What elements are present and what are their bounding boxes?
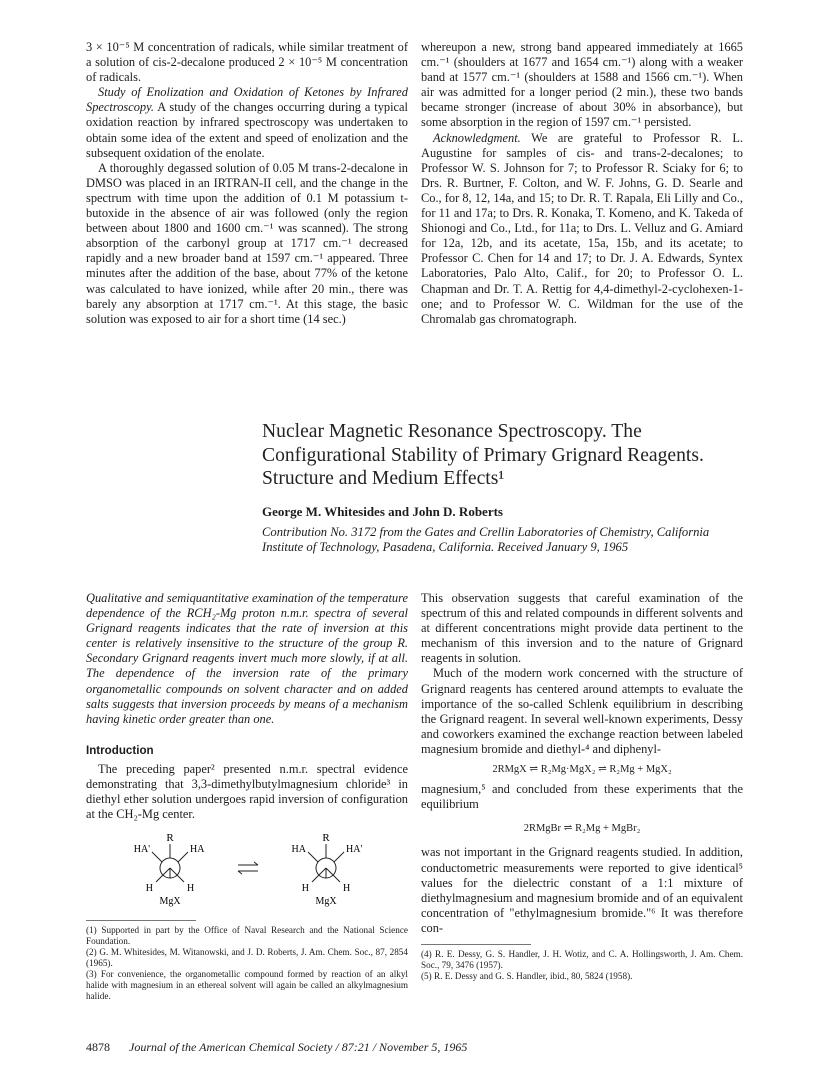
acknowledgment-text: We are grateful to Professor R. L. Augustine for samples of cis- and trans-2-decalones; to Professor W. S. Johnson for 7; to Professor R. Sciaky for 6; to Drs. R. Burtner, F. Colton, and W. F. Johns, G. D. Searle and Co., for 8, 12, 14a, and 15; to Dr. R. T. Rapala, Eli Lilly and Co., for 11 and 17a; to Drs. R. Konaka, T. Komeno, and K. Takeda of Shionogi and Co., Ltd., for 11a; to Drs. L. Velluz and G. Amiard for 12a, 12b, and its acetate, 15a, 15b, and its acetate; to Professor C. Chen for 14 and 17; to Dr. J. A. Edwards, Syntex Laboratories, Palo Alto, Calif., for 20; to Professor O. L. Chapman and Dr. T. A. Rettig for 4,4-dimethyl-2-cyclohexen-1-one; and to Professor W. C. Wildman for the use of the Chromalab gas chromatograph. [421, 130, 743, 326]
top-left-column [86, 40, 408, 327]
paragraph: 3 × 10⁻⁵ M concentration of radicals, while similar treatment of a solution of cis-2-decalone produced 2 × 10⁻⁵ M concentration of radicals. [86, 40, 408, 85]
newman-projections [86, 828, 408, 914]
section-heading: Introduction [86, 743, 154, 757]
page-number: 4878 [86, 1040, 110, 1054]
newman1-bottom-right: H [187, 883, 195, 895]
newman-projection-1 [134, 832, 205, 907]
newman2-left: HA [291, 844, 306, 856]
article-title: Nuclear Magnetic Resonance Spectroscopy. The Configurational Stability of Primary Grignard Reagents. Structure and Medium Effects¹ [262, 421, 704, 489]
article-authors: George M. Whitesides and John D. Roberts [262, 503, 503, 519]
footnote-divider [86, 920, 196, 921]
newman-projection-2 [292, 832, 363, 907]
newman1-bottom: MgX [159, 896, 181, 908]
received-date: Received January 9, 1965 [497, 540, 629, 554]
paragraph: whereupon a new, strong band appeared immediately at 1665 cm.⁻¹ (shoulders at 1677 and 1654 cm.⁻¹) along with a weaker band at 1577 cm.⁻¹ (shoulders at 1588 and 1566 cm.⁻¹). When air was admitted for a longer period (2 min.), these two bands became stronger (increase of about 30% in absorbance), but some absorption in the region of 1597 cm.⁻¹ persisted. [421, 40, 743, 130]
abstract: Qualitative and semiquantitative examination of the temperature dependence of the RCH₂-Mg proton n.m.r. spectra of several Grignard reagents indicates that the rate of inversion at this center is relatively insensitive to the structure of the group R. Secondary Grignard reagents invert much more slowly, if at all. The dependence of the inversion rate of the primary organometallic compounds on solvent character and on added salts suggests that inversion proceeds by means of a mechanism having kinetic order greater than one. [86, 591, 408, 726]
equation: 2RMgBr ⇌ R₂Mg + MgBr₂ [523, 823, 641, 835]
footnote-divider [421, 944, 531, 945]
paragraph: The preceding paper² presented n.m.r. spectral evidence demonstrating that 3,3-dimethylbutylmagnesium chloride³ in diethyl ether solution undergoes rapid inversion of configuration at the CH₂-Mg center. [86, 761, 408, 822]
bottom-left-column [86, 591, 408, 1002]
newman2-top: R [322, 832, 330, 845]
top-right-column [421, 40, 743, 327]
footnote: (5) R. E. Dessy and G. S. Handler, ibid., 80, 5824 (1958). [421, 970, 633, 981]
footnote: (4) R. E. Dessy, G. S. Handler, J. H. Wotiz, and C. A. Hollingsworth, J. Am. Chem. Soc., 79, 3476 (1957). [421, 948, 743, 970]
newman2-bottom-right: H [343, 883, 351, 895]
paragraph: was not important in the Grignard reagents studied. In addition, conductometric measurements were reported to give identical⁵ values for the dielectric constant of a 1:1 mixture of diethylmagnesium and magnesium bromide and of an equivalent concentration of "ethylmagnesium bromide."⁶ It was therefore con- [421, 845, 743, 935]
newman1-right: HA [190, 844, 205, 856]
newman2-bottom-left: H [301, 883, 309, 895]
paragraph: This observation suggests that careful examination of the spectrum of this and related compounds in different solvents and at different concentrations might provide data pertinent to the mechanism of this inversion and to the nature of Grignard reagents in solution. [421, 591, 743, 666]
article-affiliation [262, 525, 752, 556]
paragraph [86, 85, 408, 160]
equilibrium-arrows [238, 862, 258, 874]
footnote: (3) For convenience, the organometallic compound formed by reaction of an alkyl halide with magnesium in an ethereal solvent will again be called an alkylmagnesium halide. [86, 969, 408, 1002]
paragraph-text: A study of the changes occurring during a typical oxidation reaction by infrared spectroscopy was undertaken to obtain some idea of the extent and speed of enolization and the subsequent oxidation of the enolate. [86, 100, 408, 160]
paragraph: Much of the modern work concerned with the structure of Grignard reagents has centered around attempts to evaluate the importance of the so-called Schlenk equilibrium in describing the Grignard reagent. In several well-known experiments, Dessy and coworkers examined the exchange reaction between labeled magnesium bromide and diethyl-⁴ and diphenyl- [421, 666, 743, 756]
page-footer [86, 1040, 746, 1055]
section-run-in-heading: Study of Enolization and Oxidation of Ketones by Infrared Spectroscopy. [86, 85, 408, 115]
journal-citation: Journal of the American Chemical Society / 87:21 / November 5, 1965 [129, 1040, 468, 1054]
paragraph: magnesium,⁵ and concluded from these experiments that the equilibrium [421, 782, 743, 812]
newman1-bottom-left: H [145, 883, 153, 895]
newman1-left: HA' [133, 844, 150, 856]
article-header [262, 420, 752, 556]
newman-projection-figure [86, 828, 408, 910]
equation: 2RMgX ⇌ R₂Mg·MgX₂ ⇌ R₂Mg + MgX₂ [492, 764, 672, 776]
paragraph: A thoroughly degassed solution of 0.05 M trans-2-decalone in DMSO was placed in an IRTRAN-II cell, and the change in the spectrum with time upon the addition of 0.1 M potassium t-butoxide in the absence of air was followed (only the region between about 1800 and 1600 cm.⁻¹ was scanned). The strong absorption of the carbonyl group at 1717 cm.⁻¹ decreased rapidly and a new broader band at 1597 cm.⁻¹ appeared. Three minutes after the addition of the base, about 77% of the ketone was calculated to have ionized, while after 20 min., there was barely any absorption at 1717 cm.⁻¹. At this stage, the basic solution was exposed to air for a short time (14 sec.) [86, 160, 408, 326]
newman2-right: HA' [346, 844, 363, 856]
affiliation-text: Contribution No. 3172 from the Gates and Crellin Laboratories of Chemistry, California Institute of Technology, Pasadena, California. [262, 524, 710, 554]
bottom-right-column [421, 591, 743, 982]
acknowledgment [421, 131, 743, 327]
newman1-top: R [166, 832, 174, 845]
footnote: (2) G. M. Whitesides, M. Witanowski, and J. D. Roberts, J. Am. Chem. Soc., 87, 2854 (1965). [86, 947, 408, 969]
acknowledgment-heading: Acknowledgment. [433, 130, 521, 145]
newman2-bottom: MgX [315, 896, 337, 908]
footnote: (1) Supported in part by the Office of Naval Research and the National Science Foundation. [86, 925, 408, 947]
